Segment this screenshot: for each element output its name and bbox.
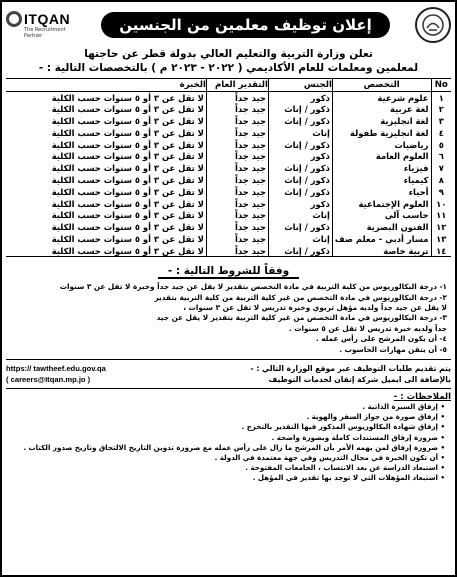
conditions-list (6, 282, 451, 355)
specializations-table (6, 78, 451, 257)
row-specialization: مسار أدبي - معلم صف (332, 233, 431, 245)
row-gender: إناث (268, 233, 332, 245)
intro (6, 47, 451, 75)
intro-line-2: لمعلمين ومعلمات للعام الأكاديمي ( ٢٠٢٢ - ٢٠٢٣ م ) بالتخصصات التالية : - (38, 62, 419, 74)
row-specialization: علوم شرعية (332, 92, 431, 104)
row-gender: ذكور / إناث (268, 245, 332, 257)
row-number: ٩ (431, 186, 451, 198)
row-specialization: أحياء (332, 186, 431, 198)
row-experience: لا تقل عن ٣ أو ٥ سنوات حسب الكلية (51, 115, 204, 126)
table-header-row (6, 79, 451, 92)
itqan-logo-icon (6, 11, 22, 27)
row-specialization: رياضيات (332, 139, 431, 151)
condition-line: ٥- أن يتقن مهارات الحاسوب . (339, 344, 447, 354)
row-specialization: الفنون البصرية (332, 221, 431, 233)
note-item: • استبعاد المؤهلات التي لا توجد بها تقدير في المؤهل . (252, 473, 445, 483)
row-gender: ذكور (268, 92, 332, 104)
table-row (6, 174, 451, 186)
row-specialization: كيمياء (332, 174, 431, 186)
row-gender: ذكور / إناث (268, 139, 332, 151)
row-specialization: لغة انجليزية (332, 115, 431, 127)
row-grade: جيد جداً (206, 233, 268, 245)
row-grade: جيد جداً (206, 139, 268, 151)
row-experience: لا تقل عن ٣ أو ٥ سنوات حسب الكلية (51, 127, 204, 138)
conditions-title: وفقاً للشروط التالية : - (6, 259, 451, 279)
row-number: ١ (431, 92, 451, 104)
apply-line-2: بالإضافة الى ايميل شركة إتقان لخدمات التوظيف (268, 375, 451, 384)
careers-email-link[interactable]: ( careers@Itqan.mp.jo ) (6, 375, 91, 384)
row-gender: ذكور / إناث (268, 103, 332, 115)
logo-tagline: The Recruitment Partner (24, 27, 66, 39)
note-item: • ضرورة إرفاق لمن يهمه الأمر بأن المرشح ما زال على رأس عمله مع ضرورة تدوين التاريخ الالتحاق وتاريخ صدور الكتاب . (23, 442, 445, 452)
row-number: ٧ (431, 162, 451, 174)
row-gender: ذكور / إناث (268, 162, 332, 174)
table-row (6, 127, 451, 139)
apply-line-1: يتم تقديم طلبات التوظيف عبر موقع الوزارة التالي : - (250, 364, 451, 373)
row-grade: جيد جداً (206, 221, 268, 233)
row-gender: ذكور / إناث (268, 221, 332, 233)
row-grade: جيد جداً (206, 127, 268, 139)
note-item: • إرفاق صورة من جواز السفر والهوية . (306, 412, 445, 422)
row-number: ٤ (431, 127, 451, 139)
row-grade: جيد جداً (206, 245, 268, 257)
row-gender: ذكور (268, 198, 332, 210)
row-grade: جيد جداً (206, 103, 268, 115)
condition-line: ٤- أن يكون المرشح على رأس عمله . (315, 334, 447, 344)
row-grade: جيد جداً (206, 186, 268, 198)
condition-line: ٢- درجة البكالوريوس في مادة التخصص من غير كلية التربية من كلية التربية بتقدير (154, 292, 447, 302)
row-experience: لا تقل عن ٣ أو ٥ سنوات حسب الكلية (51, 222, 204, 233)
logo-text: ITQAN (24, 11, 71, 27)
row-experience: لا تقل عن ٣ أو ٥ سنوات حسب الكلية (51, 186, 204, 197)
row-number: ١٢ (431, 221, 451, 233)
row-specialization: العلوم العامة (332, 150, 431, 162)
row-experience: لا تقل عن ٣ أو ٥ سنوات حسب الكلية (51, 210, 204, 221)
row-grade: جيد جداً (206, 92, 268, 104)
table-row (6, 115, 451, 127)
row-number: ٥ (431, 139, 451, 151)
row-specialization: تربية خاصة (332, 245, 431, 257)
row-experience: لا تقل عن ٣ أو ٥ سنوات حسب الكلية (51, 151, 204, 162)
row-experience: لا تقل عن ٣ أو ٥ سنوات حسب الكلية (51, 92, 204, 103)
row-specialization: لغة عربية (332, 103, 431, 115)
condition-line: ١- درجة البكالوريوس من كلية التربية في مادة التخصص بتقدير لا يقل عن جيد جداً وخبرة لا تقل عن ٣ سنوات (59, 282, 447, 292)
row-gender: إناث (268, 209, 332, 221)
header (6, 5, 451, 45)
intro-line-1: تعلن وزارة التربية والتعليم العالي بدولة قطر عن حاجتها (84, 48, 373, 60)
table-row (6, 186, 451, 198)
ministry-website-link[interactable]: https:// tawtheef.edu.gov.qa (6, 364, 106, 373)
row-experience: لا تقل عن ٣ أو ٥ سنوات حسب الكلية (51, 174, 204, 185)
col-gender: الجنس (268, 79, 332, 92)
row-specialization: العلوم الإجتماعية (332, 198, 431, 210)
col-specialization: التخصص (332, 79, 431, 92)
table-row (6, 233, 451, 245)
row-grade: جيد جداً (206, 198, 268, 210)
row-experience: لا تقل عن ٣ أو ٥ سنوات حسب الكلية (51, 139, 204, 150)
row-experience: لا تقل عن ٣ أو ٥ سنوات حسب الكلية (51, 198, 204, 209)
row-grade: جيد جداً (206, 115, 268, 127)
row-gender: ذكور / إناث (268, 115, 332, 127)
table-row (6, 209, 451, 221)
application-info (6, 359, 451, 389)
condition-line: جداً ولديه خبرة تدريس لا تقل عن ٥ سنوات . (288, 323, 447, 333)
table-row (6, 103, 451, 115)
itqan-logo (6, 11, 76, 39)
row-number: ٢ (431, 103, 451, 115)
row-number: ٣ (431, 115, 451, 127)
row-number: ١٣ (431, 233, 451, 245)
row-grade: جيد جداً (206, 174, 268, 186)
announcement-title: إعلان توظيف معلمين من الجنسين (101, 12, 390, 38)
table-row (6, 150, 451, 162)
row-gender: إناث (268, 127, 332, 139)
condition-line: لا يقل عن جيد جداً ولديه مؤهل تربوي وخبرة تدريس لا تقل عن ٣ سنوات ، (183, 302, 447, 312)
row-experience: لا تقل عن ٣ أو ٥ سنوات حسب الكلية (51, 163, 204, 174)
table-row (6, 245, 451, 257)
note-item: • إرفاق شهادة البكالوريوس المذكور فيها التقدير بالتخرج . (241, 422, 445, 432)
condition-line: ٣- درجة البكالوريوس في مادة التخصص من غير كلية التربية بتقدير لا يقل عن جيد (156, 313, 447, 323)
table-row (6, 162, 451, 174)
table-row (6, 198, 451, 210)
row-experience: لا تقل عن ٣ أو ٥ سنوات حسب الكلية (6, 245, 206, 257)
notes-title: الملاحظات : - (393, 392, 451, 402)
table-row (6, 139, 451, 151)
row-experience: لا تقل عن ٣ أو ٥ سنوات حسب الكلية (51, 104, 204, 115)
row-grade: جيد جداً (206, 150, 268, 162)
ministry-crest-icon (415, 7, 451, 43)
table-row (6, 92, 451, 104)
row-gender: ذكور (268, 150, 332, 162)
row-number: ٦ (431, 150, 451, 162)
note-item: • أن تكون الخبرة في مجال التدريس وفي جهة معتمدة في الدولة . (214, 453, 445, 463)
row-gender: ذكور / إناث (268, 186, 332, 198)
row-grade: جيد جداً (206, 209, 268, 221)
row-specialization: لغة انجليزية طفولة (332, 127, 431, 139)
row-number: ١٠ (431, 198, 451, 210)
table-row (6, 221, 451, 233)
notes-list (6, 402, 451, 484)
row-number: ١١ (431, 209, 451, 221)
col-grade: التقدير العام (206, 79, 268, 92)
row-experience: لا تقل عن ٣ أو ٥ سنوات حسب الكلية (51, 233, 204, 244)
col-experience: الخبرة (6, 79, 206, 92)
row-specialization: فيزياء (332, 162, 431, 174)
row-specialization: حاسب آلي (332, 209, 431, 221)
col-no: No (431, 79, 451, 92)
row-number: ١٤ (431, 245, 451, 257)
row-gender: ذكور / إناث (268, 174, 332, 186)
row-number: ٨ (431, 174, 451, 186)
row-grade: جيد جداً (206, 162, 268, 174)
note-item: • ضرورة إرفاق المستندات كاملة وبصورة واضحة . (271, 432, 445, 442)
note-item: • إرفاق السيرة الذاتية . (362, 402, 445, 411)
note-item: • استبعاد الدراسة عن بعد الانتساب ، الجامعات المفتوحة . (245, 463, 445, 473)
